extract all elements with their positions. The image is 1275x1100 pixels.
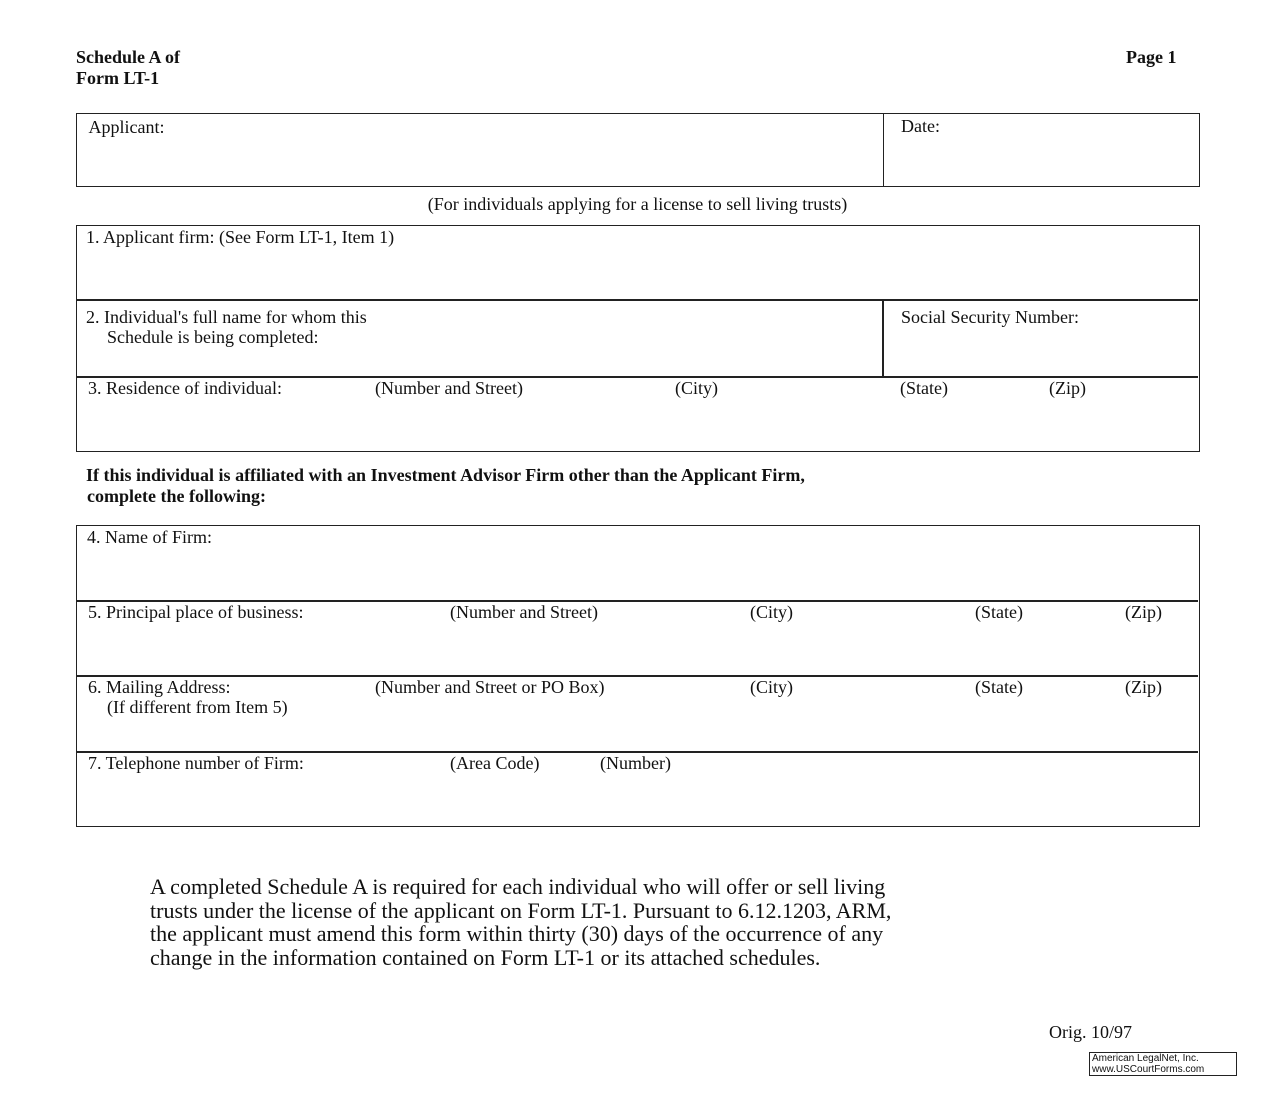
affiliation-note-line2: complete the following: [87,486,266,506]
affiliation-note-line1: If this individual is affiliated with an Investment Advisor Firm other than the Applicant Firm, [86,465,805,485]
date-label: Date: [901,116,940,136]
item7-number-label: (Number) [600,753,671,773]
item5-state-label: (State) [975,602,1023,622]
item3-state-label: (State) [900,378,948,398]
item3-zip-label: (Zip) [1049,378,1086,398]
stamp-url: www.USCourtForms.com [1092,1064,1205,1075]
form-subtitle: (For individuals applying for a license to sell living trusts) [427,194,848,214]
mailing-address-field[interactable] [77,677,1198,751]
item1-label: 1. Applicant firm: (See Form LT-1, Item 1) [86,227,395,247]
item6-zip-label: (Zip) [1125,677,1162,697]
item5-label: 5. Principal place of business: [88,602,304,622]
principal-business-field[interactable] [77,602,1198,675]
applicant-firm-field[interactable] [77,226,1198,299]
stamp-line1: American LegalNet, Inc. [1092,1053,1199,1064]
firm-name-field[interactable] [77,526,1198,600]
item3-city-label: (City) [675,378,718,398]
firm-info-table [76,525,1200,827]
paragraph-line: the applicant must amend this form within thirty (30) days of the occurrence of any [150,921,884,946]
paragraph-line: change in the information contained on Form LT-1 or its attached schedules. [150,944,821,970]
individual-info-table [76,225,1200,452]
item6-sub-label: (If different from Item 5) [107,697,288,717]
item2-label-line1: 2. Individual's full name for whom this [86,307,367,327]
item7-area-code-label: (Area Code) [450,753,540,773]
item3-street-label: (Number and Street) [375,378,523,398]
telephone-field[interactable] [77,753,1198,825]
orig-date: Orig. 10/97 [1049,1022,1132,1042]
item4-label: 4. Name of Firm: [87,527,212,547]
item6-street-label: (Number and Street or PO Box) [375,677,605,697]
schedule-title-line1: Schedule A of [76,47,181,67]
paragraph-line: trusts under the license of the applicant on Form LT-1. Pursuant to 6.12.1203, ARM, [150,897,892,923]
item5-zip-label: (Zip) [1125,602,1162,622]
instruction-paragraph [150,875,891,969]
date-field[interactable] [883,114,1183,185]
schedule-title [76,47,180,89]
ssn-label: Social Security Number: [901,307,1079,327]
item5-city-label: (City) [750,602,793,622]
item7-label: 7. Telephone number of Firm: [88,753,304,773]
page-number: Page 1 [1126,47,1177,67]
paragraph-line: A completed Schedule A is required for each individual who will offer or sell living [150,874,886,899]
applicant-date-box [76,113,1200,187]
affiliation-note [86,465,805,507]
item6-city-label: (City) [750,677,793,697]
residence-field[interactable] [77,378,1198,450]
publisher-stamp [1089,1052,1237,1076]
individual-name-field[interactable] [77,301,882,376]
item2-label-line2: Schedule is being completed: [107,327,319,347]
applicant-field[interactable] [76,113,884,187]
item6-state-label: (State) [975,677,1023,697]
item6-label: 6. Mailing Address: [88,677,231,697]
applicant-label: Applicant: [88,116,165,137]
item3-label: 3. Residence of individual: [88,378,282,398]
item5-street-label: (Number and Street) [450,602,598,622]
schedule-title-line2: Form LT-1 [76,68,160,88]
ssn-field[interactable] [884,301,1198,376]
